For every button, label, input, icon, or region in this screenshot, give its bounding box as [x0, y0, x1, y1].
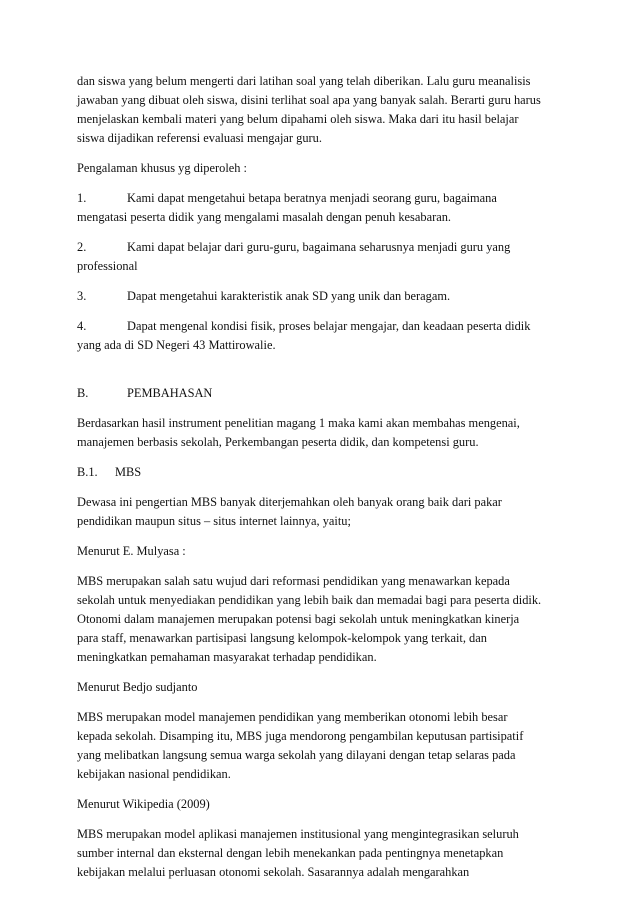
- experience-item: [77, 317, 598, 355]
- paragraph-line: yang melibatkan langsung semua warga sekolah yang dilayani dengan tetap selaras pada: [77, 748, 516, 762]
- item-text: Kami dapat belajar dari guru-guru, bagaimana seharusnya menjadi guru yang: [127, 240, 511, 254]
- paragraph-line: kebijakan nasional pendidikan.: [77, 767, 231, 781]
- paragraph-line: Otonomi dalam manajemen merupakan potensi bagi sekolah untuk meningkatkan kinerja: [77, 612, 520, 626]
- item-number: 3.: [77, 289, 87, 303]
- paragraph-line: meningkatkan pemahaman masyarakat terhadap pendidikan.: [77, 650, 377, 664]
- section-label: B.1.: [77, 465, 98, 479]
- paragraph-line: sekolah untuk menyediakan pendidikan yang lebih baik dan memadai bagi para peserta didik.: [77, 593, 542, 607]
- source-title: Menurut E. Mulyasa :: [77, 544, 186, 558]
- source-title: Menurut Wikipedia (2009): [77, 797, 210, 811]
- paragraph-line: MBS merupakan model aplikasi manajemen institusional yang mengintegrasikan seluruh: [77, 827, 519, 841]
- section-title: PEMBAHASAN: [127, 386, 213, 400]
- paragraph-line: kebijakan melalui perluasan otonomi sekolah. Sasarannya adalah mengarahkan: [77, 865, 470, 879]
- section-label: B.: [77, 386, 89, 400]
- source-paragraph: [77, 572, 598, 667]
- intro-paragraph: [77, 72, 598, 148]
- paragraph-line: para staff, menawarkan partisipasi langsung kelompok-kelompok yang terkait, dan: [77, 631, 487, 645]
- item-number: 1.: [77, 191, 87, 205]
- experience-item: [77, 189, 598, 227]
- item-number: 4.: [77, 319, 87, 333]
- experience-item: [77, 238, 598, 276]
- intro-line: siswa dijadikan referensi evaluasi mengajar guru.: [77, 131, 322, 145]
- section-heading-b: [77, 384, 598, 403]
- section-b-paragraph: [77, 414, 598, 452]
- section-title: MBS: [115, 465, 142, 479]
- intro-line: dan siswa yang belum mengerti dari latihan soal yang telah diberikan. Lalu guru meanalisis: [77, 74, 531, 88]
- item-text: Kami dapat mengetahui betapa beratnya menjadi seorang guru, bagaimana: [127, 191, 497, 205]
- paragraph-line: MBS merupakan salah satu wujud dari reformasi pendidikan yang menawarkan kepada: [77, 574, 510, 588]
- item-text-continued: mengatasi peserta didik yang mengalami masalah dengan penuh kesabaran.: [77, 210, 451, 224]
- paragraph-line: pendidikan maupun situs – situs internet lainnya, yaitu;: [77, 514, 351, 528]
- intro-line: jawaban yang dibuat oleh siswa, disini terlihat soal apa yang banyak salah. Berarti guru harus: [77, 93, 541, 107]
- source-paragraph: [77, 825, 598, 882]
- paragraph-line: manajemen berbasis sekolah, Perkembangan peserta didik, dan kompetensi guru.: [77, 435, 479, 449]
- section-spacer: [77, 366, 598, 384]
- experience-item: [77, 287, 598, 306]
- paragraph-line: MBS merupakan model manajemen pendidikan yang memberikan otonomi lebih besar: [77, 710, 508, 724]
- item-text-continued: yang ada di SD Negeri 43 Mattirowalie.: [77, 338, 276, 352]
- intro-line: menjelaskan kembali materi yang belum dipahami oleh siswa. Maka dari itu hasil belajar: [77, 112, 519, 126]
- section-heading-b1: [77, 463, 598, 482]
- item-text-continued: professional: [77, 259, 138, 273]
- item-text: Dapat mengetahui karakteristik anak SD yang unik dan beragam.: [127, 289, 451, 303]
- source-title: Menurut Bedjo sudjanto: [77, 680, 198, 694]
- experience-title: Pengalaman khusus yg diperoleh :: [77, 161, 247, 175]
- source-paragraph: [77, 708, 598, 784]
- paragraph-line: Berdasarkan hasil instrument penelitian magang 1 maka kami akan membahas mengenai,: [77, 416, 520, 430]
- item-text: Dapat mengenal kondisi fisik, proses belajar mengajar, dan keadaan peserta didik: [127, 319, 531, 333]
- paragraph-line: sumber internal dan eksternal dengan lebih menekankan pada pentingnya menetapkan: [77, 846, 504, 860]
- paragraph-line: kepada sekolah. Disamping itu, MBS juga mendorong pengambilan keputusan partisipatif: [77, 729, 524, 743]
- b1-paragraph: [77, 493, 598, 531]
- item-number: 2.: [77, 240, 87, 254]
- paragraph-line: Dewasa ini pengertian MBS banyak diterjemahkan oleh banyak orang baik dari pakar: [77, 495, 502, 509]
